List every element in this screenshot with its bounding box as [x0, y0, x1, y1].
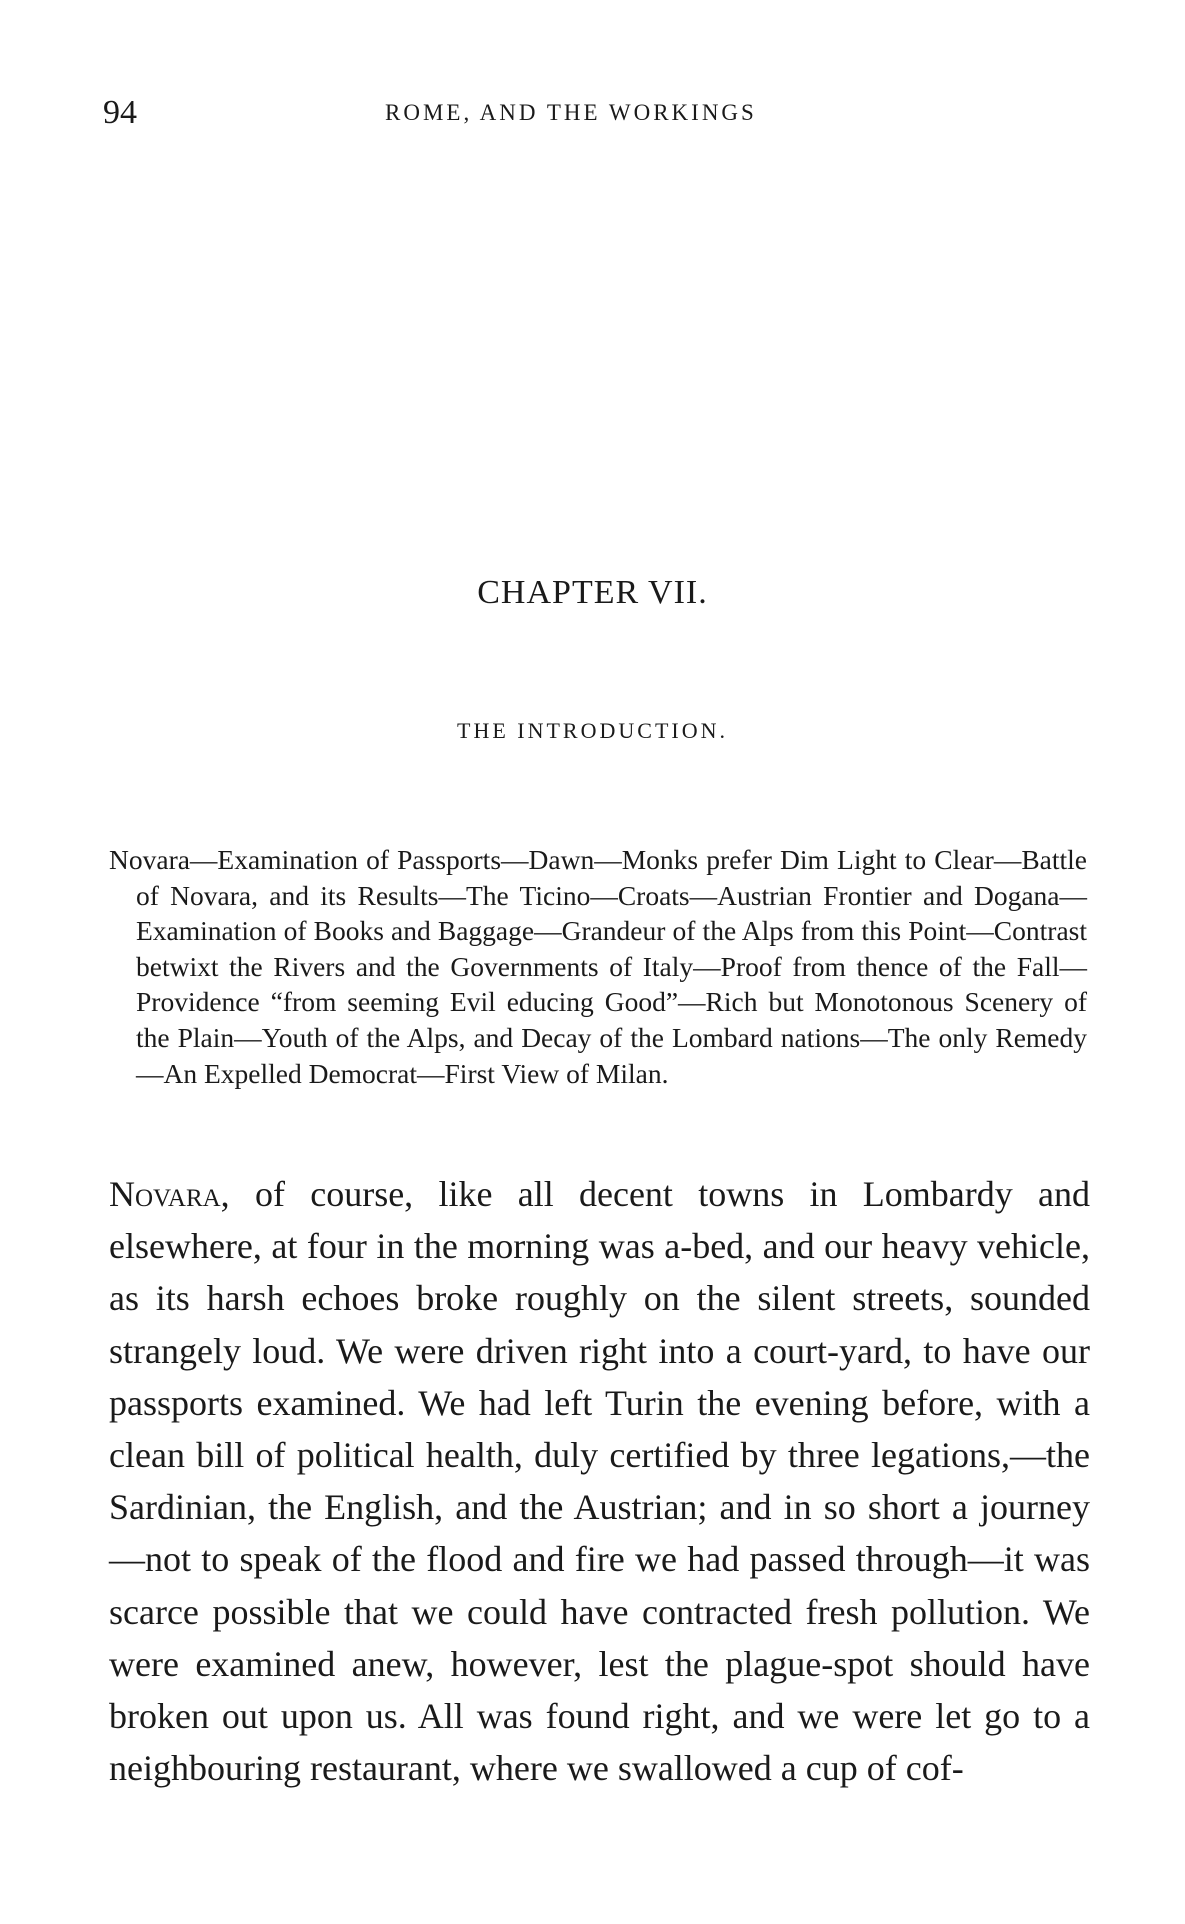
chapter-subtitle: THE INTRODUCTION.: [457, 718, 728, 743]
lead-word: Novara,: [109, 1174, 230, 1214]
chapter-summary: Novara—Examination of Passports—Dawn—Monks prefer Dim Light to Clear—Battle of Novara, and its Results—The Ticino—Croats—Austrian Frontier and Dogana—Examination of Books and Baggage—Grandeur of the Alps from this Point—Contrast betwixt the Rivers and the Governments of Italy—Proof from thence of the Fall—Providence “from seeming Evil educing Good”—Rich but Monotonous Scenery of the Plain—Youth of the Alps, and Decay of the Lombard nations—The only Remedy—An Expelled Democrat—First View of Milan.: [109, 844, 1087, 1089]
body-text: of course, like all decent towns in Lombardy and elsewhere, at four in the morning was a-bed, and our heavy vehicle, as its harsh echoes broke roughly on the silent streets, sounded strangely loud. We were driven right into a court-yard, to have our passports examined. We had left Turin the evening before, with a clean bill of political health, duly certified by three legations,—the Sardinian, the English, and the Austrian; and in so short a journey—not to speak of the flood and fire we had passed through—it was scarce possible that we could have contracted fresh pollution. We were examined anew, however, lest the plague-spot should have broken out upon us. All was found right, and we were let go to a neighbouring restaurant, where we swallowed a cup of cof-: [109, 1174, 1090, 1789]
running-head: ROME, AND THE WORKINGS: [385, 100, 757, 125]
chapter-title: CHAPTER VII.: [477, 574, 708, 611]
body-paragraph: [109, 1168, 1090, 1794]
page-number: 94: [103, 94, 137, 131]
